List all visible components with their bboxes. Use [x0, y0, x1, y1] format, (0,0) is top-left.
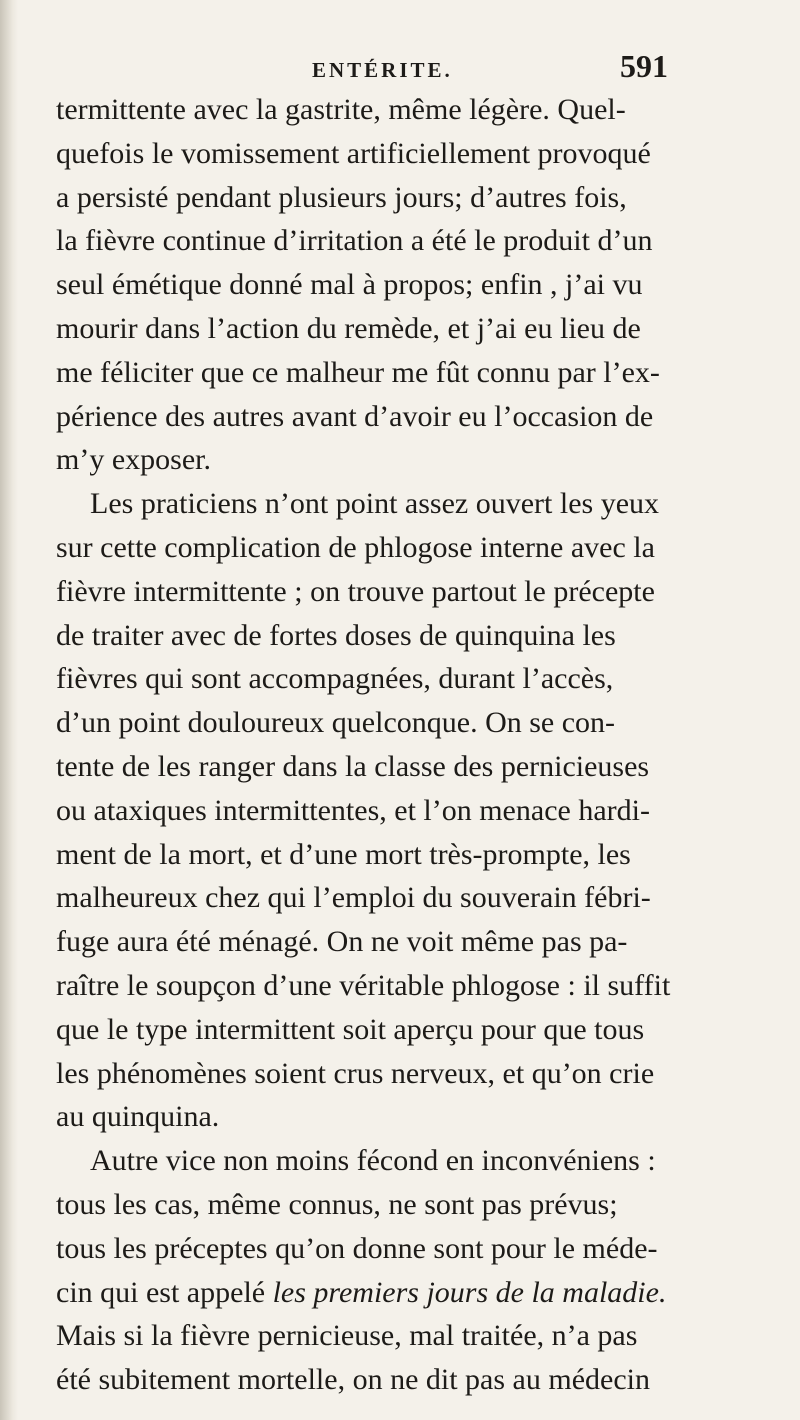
text-line: que le type intermittent soit aperçu pour que tous	[56, 1012, 645, 1046]
text-segment: cin qui est appelé	[56, 1275, 273, 1309]
text-line: quefois le vomissement artificiellement provoqué	[56, 136, 651, 170]
text-line: périence des autres avant d’avoir eu l’occasion de	[56, 399, 654, 433]
text-line: fièvre intermittente ; on trouve partout le précepte	[56, 574, 655, 608]
text-line: me féliciter que ce malheur me fût connu par l’ex-	[56, 355, 660, 389]
text-line: tous les préceptes qu’on donne sont pour le méde-	[56, 1231, 658, 1265]
text-line: de traiter avec de fortes doses de quinquina les	[56, 618, 616, 652]
text-line: sur cette complication de phlogose interne avec la	[56, 530, 655, 564]
text-line: les phénomènes soient crus nerveux, et qu’on crie	[56, 1056, 655, 1090]
page-edge-shadow	[0, 0, 18, 1420]
text-line: fièvres qui sont accompagnées, durant l’accès,	[56, 662, 614, 696]
body-text	[56, 88, 746, 1402]
text-line: termittente avec la gastrite, même légère. Quel-	[56, 93, 626, 126]
text-line: ou ataxiques intermittentes, et l’on menace hardi-	[56, 793, 650, 827]
text-line: été subitement mortelle, on ne dit pas au médecin	[56, 1363, 650, 1397]
text-line: seul émétique donné mal à propos; enfin , j’ai vu	[56, 268, 643, 302]
text-line: d’un point douloureux quelconque. On se con-	[56, 706, 616, 740]
running-title: ENTÉRITE.	[312, 58, 453, 82]
text-line: Mais si la fièvre pernicieuse, mal traitée, n’a pas	[56, 1319, 638, 1353]
italic-phrase: les premiers jours de la maladie.	[272, 1275, 667, 1309]
text-line: la fièvre continue d’irritation a été le produit d’un	[56, 224, 653, 258]
paragraph-start-line: Les praticiens n’ont point assez ouvert les yeux	[90, 487, 660, 521]
text-line: mourir dans l’action du remède, et j’ai eu lieu de	[56, 311, 641, 345]
text-line: au quinquina.	[56, 1100, 220, 1134]
paragraph-start-line: Autre vice non moins fécond en inconvéniens :	[90, 1144, 656, 1178]
text-line: tente de les ranger dans la classe des pernicieuses	[56, 749, 650, 783]
text-line: a persisté pendant plusieurs jours; d’autres fois,	[56, 180, 627, 214]
text-line: m’y exposer.	[56, 443, 211, 477]
text-line: tous les cas, même connus, ne sont pas prévus;	[56, 1187, 618, 1221]
text-line-with-italic	[56, 1271, 746, 1315]
text-line: raître le soupçon d’une véritable phlogose : il suffit	[56, 968, 671, 1002]
text-line: fuge aura été ménagé. On ne voit même pas pa-	[56, 925, 628, 959]
text-line: malheureux chez qui l’emploi du souverain fébri-	[56, 881, 651, 915]
text-line: ment de la mort, et d’une mort très-prompte, les	[56, 837, 631, 871]
page-number: 591	[620, 48, 668, 84]
page-header	[0, 48, 800, 88]
